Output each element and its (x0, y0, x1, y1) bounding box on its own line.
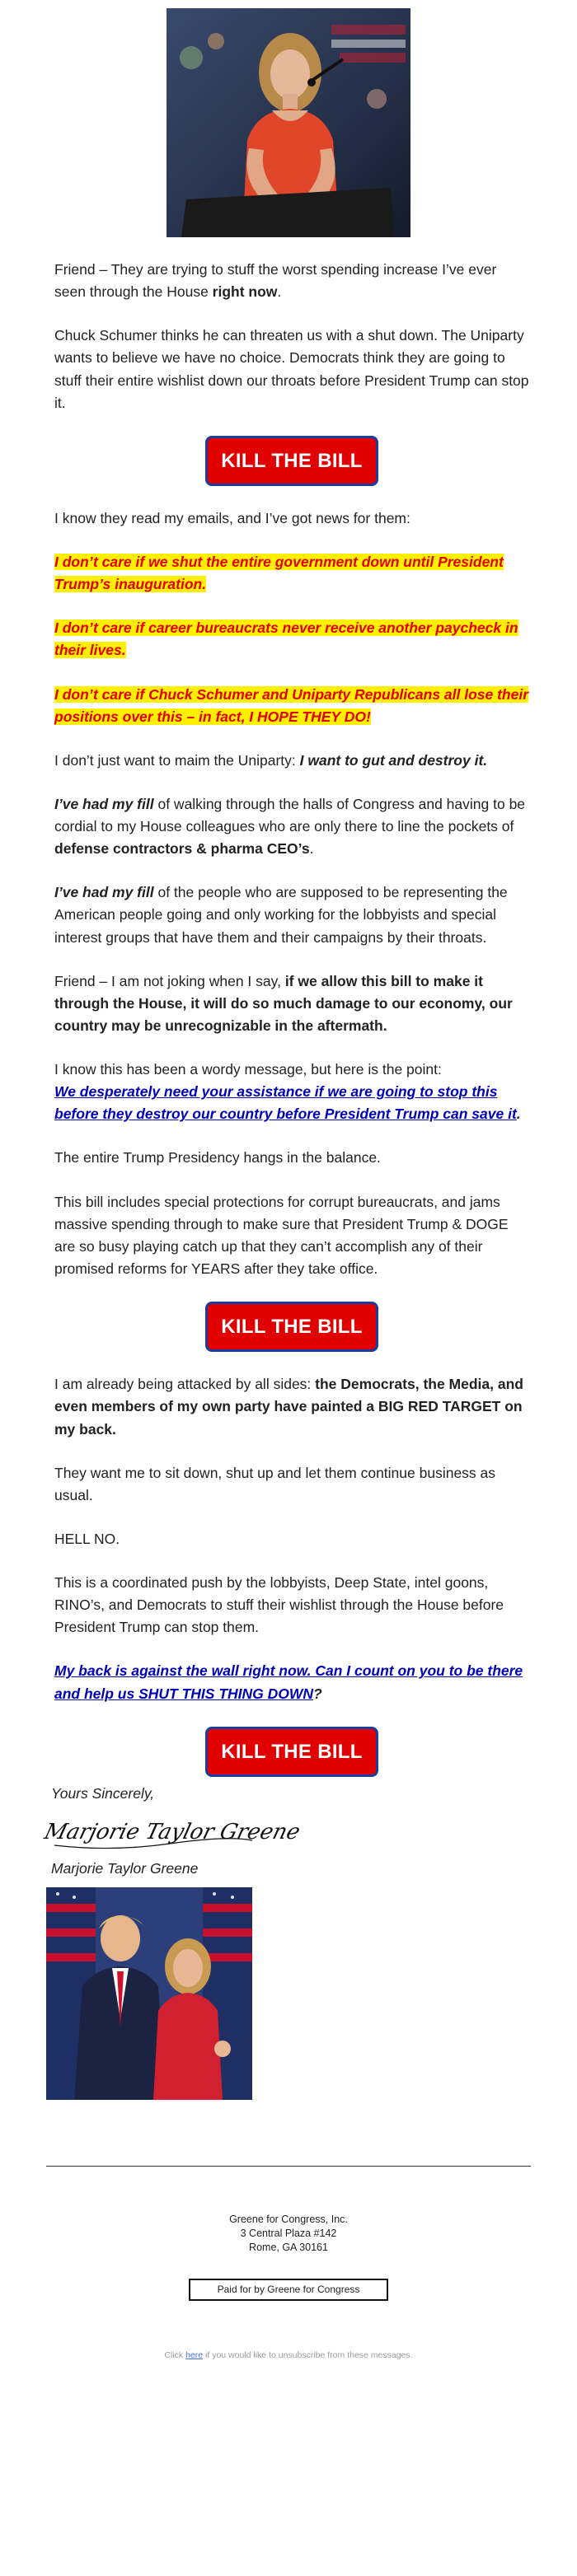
unsubscribe-text: Click (164, 2349, 186, 2360)
footer-address-line-2: Rome, GA 30161 (249, 2241, 328, 2253)
sign-off: Yours Sincerely, (51, 1784, 155, 1802)
footer-divider (46, 2166, 531, 2167)
punctuation: . (309, 840, 314, 858)
unsubscribe-line (0, 2350, 577, 2360)
paragraph-text: of walking through the halls of Congress and having to be cordial to my House colleagues who are only there to line the pockets of (54, 795, 526, 835)
highlight-text: I don’t care if Chuck Schumer and Uniparty Republicans all lose their positions over this – in fact, I HOPE THEY DO! (54, 685, 529, 725)
punctuation: . (516, 1106, 521, 1123)
punctuation: . (277, 283, 282, 301)
handwritten-signature (41, 1807, 303, 1855)
emphasis-text: defense contractors & pharma CEO’s (54, 840, 310, 858)
paragraph-text: I know this has been a wordy message, but here is the point: (54, 1061, 442, 1078)
cta-row-3 (54, 1727, 529, 1777)
kill-the-bill-button[interactable]: KILL THE BILL (205, 436, 378, 486)
paragraph-point (54, 1059, 529, 1125)
paragraph-balance: The entire Trump Presidency hangs in the balance. (54, 1149, 381, 1166)
highlight-paragraph-1 (54, 551, 529, 596)
highlight-text: I don’t care if we shut the entire government down until President Trump’s inauguration. (54, 554, 504, 593)
footer (0, 2213, 577, 2301)
unsubscribe-link[interactable]: here (185, 2349, 204, 2360)
shut-it-down-link[interactable]: My back is against the wall right now. Can I count on you to be there and help us SHUT THIS THING DOWN (54, 1662, 523, 1702)
signature-script: Marjorie Taylor Greene (41, 1819, 303, 1844)
footer-org: Greene for Congress, Inc. (229, 2213, 348, 2225)
paragraph-attacked (54, 1373, 529, 1440)
paragraph-text: I don’t just want to maim the Uniparty: (54, 751, 300, 769)
paragraph-text: Friend – They are trying to stuff the worst spending increase I’ve ever seen through the House (54, 261, 497, 301)
kill-the-bill-button[interactable]: KILL THE BILL (205, 1727, 378, 1777)
hero-photo (167, 8, 410, 237)
kill-the-bill-button[interactable]: KILL THE BILL (205, 1302, 378, 1352)
paragraph-text: of the people who are supposed to be representing the American people going and only working for the lobbyists and special interest groups that have them and their campaigns by their throats. (54, 884, 508, 946)
cta-row-2 (54, 1302, 529, 1352)
highlight-paragraph-2 (54, 617, 529, 662)
paragraph-uniparty (54, 750, 529, 772)
highlight-paragraph-3 (54, 684, 529, 728)
assistance-link[interactable]: We desperately need your assistance if we are going to stop this before they destroy our country before President Trump can save it (54, 1083, 517, 1123)
paragraph-fill-1 (54, 793, 529, 860)
paragraph-back-wall (54, 1660, 529, 1704)
footer-address-line-1: 3 Central Plaza #142 (240, 2227, 337, 2239)
emphasis-text: right now (212, 283, 278, 301)
emphasis-text: I’ve had my fill (54, 884, 154, 901)
message-content (0, 259, 577, 1777)
paragraph-hell-no: HELL NO. (54, 1530, 120, 1547)
paragraph-news: I know they read my emails, and I’ve got news for them: (54, 509, 410, 526)
unsubscribe-text: if you would like to unsubscribe from these messages. (203, 2349, 413, 2360)
emphasis-text: I’ve had my fill (54, 795, 154, 812)
punctuation: ? (313, 1685, 322, 1702)
paragraph-fill-2 (54, 881, 529, 948)
candidate-photo (46, 1887, 252, 2100)
highlight-text: I don’t care if career bureaucrats never receive another paycheck in their lives. (54, 619, 518, 659)
paragraph-text: Friend – I am not joking when I say, (54, 972, 285, 989)
signer-name: Marjorie Taylor Greene (51, 1859, 199, 1877)
paragraph-text: I am already being attacked by all sides: (54, 1376, 316, 1393)
paragraph-sit-down: They want me to sit down, shut up and let them continue business as usual. (54, 1464, 496, 1503)
emphasis-text: I want to gut and destroy it. (299, 751, 488, 769)
paragraph-schumer: Chuck Schumer thinks he can threaten us with a shut down. The Uniparty wants to believe we have no choice. Democrats think they are going to stuff their entire wishlist down our throats before President Trump can stop it. (54, 327, 529, 411)
cta-row-1 (54, 436, 529, 486)
paid-for-box: Paid for by Greene for Congress (189, 2279, 388, 2300)
paragraph-intro (54, 259, 529, 303)
paragraph-not-joking (54, 970, 529, 1037)
paragraph-protections: This bill includes special protections for corrupt bureaucrats, and jams massive spending through to make sure that President Trump & DOGE are so busy playing catch up that they can’t accomplish any of their promised reforms for YEARS after they take office. (54, 1193, 509, 1277)
emphasis-text: if we allow this bill to make it through the House, it will do so much damage to our economy, our country may be unrecognizable in the aftermath. (54, 972, 513, 1034)
paragraph-coordinated: This is a coordinated push by the lobbyists, Deep State, intel goons, RINO’s, and Democrats to stuff their wishlist through the House before President Trump can stop them. (54, 1574, 504, 1636)
email-body (0, 8, 577, 2360)
emphasis-text: the Democrats, the Media, and even members of my own party have painted a BIG RED TARGET on my back. (54, 1376, 523, 1438)
